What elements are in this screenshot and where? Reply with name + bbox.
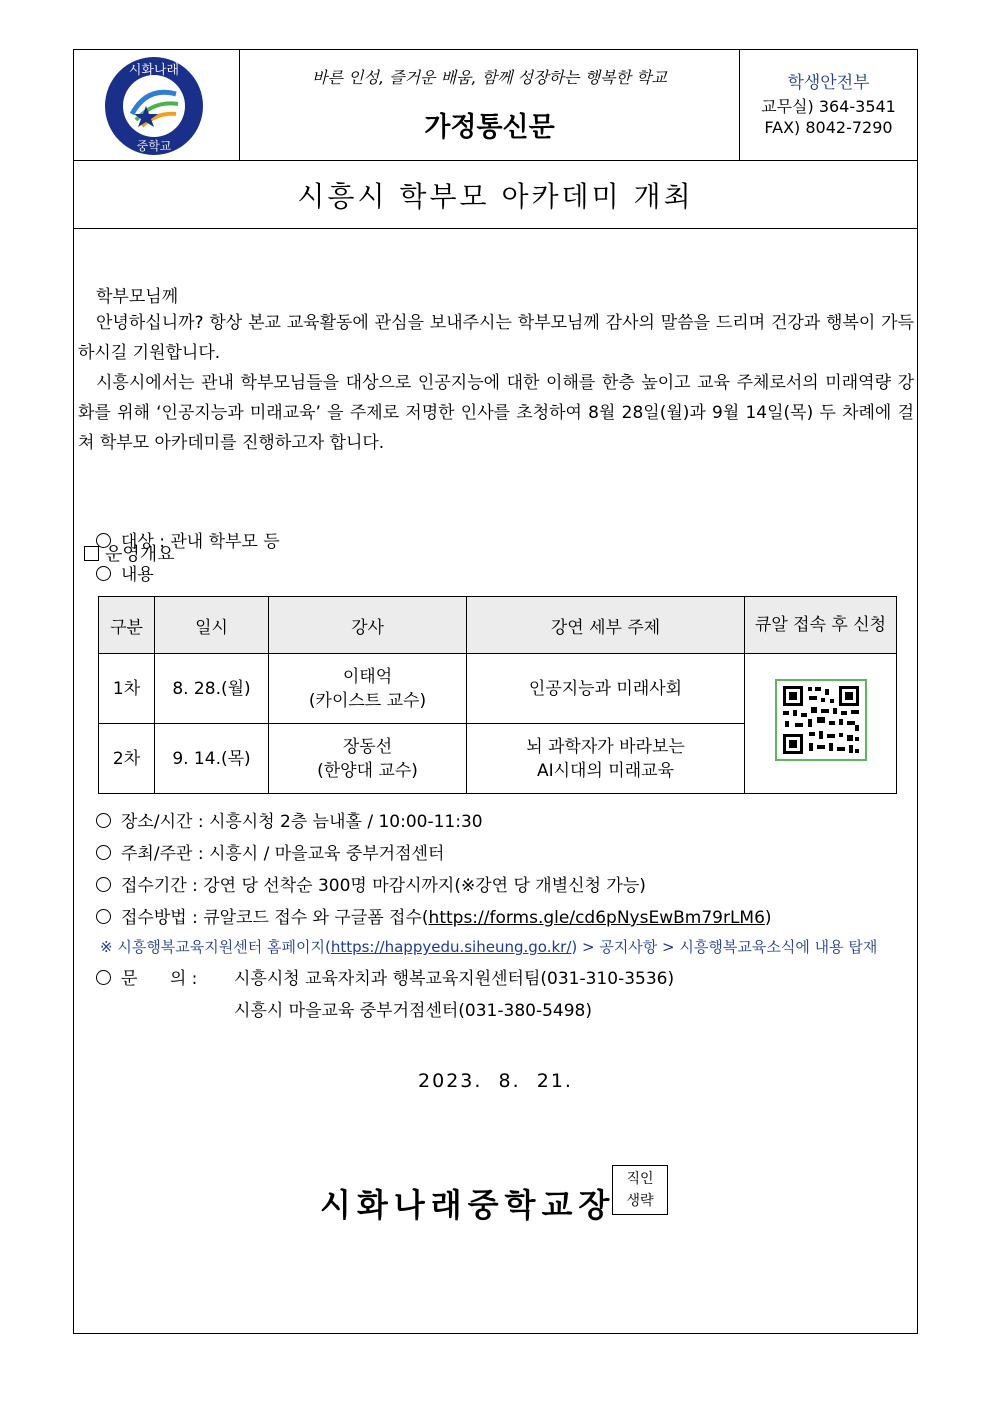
period-text: 접수기간 : 강연 당 선착순 300명 마감시까지(※강연 당 개별신청 가능) [121,876,646,896]
homepage-link[interactable]: https://happyedu.siheung.go.kr/ [330,938,572,956]
header-center [240,50,740,160]
department: 학생안전부 [787,73,870,93]
date-cell: 9. 14.(목) [155,724,269,794]
speaker-name: 장동선 [342,736,393,757]
content-label: 내용 [121,565,154,585]
circle-bullet-icon [96,566,111,581]
col-header: 구분 [99,597,155,654]
topic-line: 인공지능과 미래사회 [528,678,683,699]
speaker-name: 이태억 [342,666,393,687]
seal-line: 생략 [626,1193,654,1209]
school-motto: 바른 인성, 즐거운 배움, 함께 성장하는 행복한 학교 [312,68,667,87]
col-header: 강사 [269,597,467,654]
speaker-affiliation: (카이스트 교수) [308,690,427,711]
target-text: 대상 : 관내 학부모 등 [121,532,280,552]
homepage-note [100,936,877,957]
note-prefix: ※ 시흥행복교육지원센터 홈페이지( [100,938,331,956]
target-item [96,527,280,552]
inquiry-label: 문 의 : [121,969,198,989]
table-header-row [99,597,897,654]
topic-line: AI시대의 미래교육 [536,760,674,781]
header [74,50,917,161]
qr-code-icon[interactable] [775,679,867,761]
round-cell: 2차 [99,724,155,794]
section-title: 운영개요 [105,544,175,565]
logo-text-top: 시화나래 [128,63,180,78]
date-cell: 8. 28.(월) [155,654,269,724]
title-row [74,161,917,229]
document-frame [73,49,918,1334]
contact-info [740,50,917,160]
official-seal [612,1165,668,1215]
school-logo [102,56,206,156]
schedule-table [98,596,897,794]
circle-bullet-icon [96,877,111,892]
inquiry-line-1: 시흥시청 교육자치과 행복교육지원센터팀(031-310-3536) [234,969,675,989]
method-suffix: ) [764,908,772,928]
inquiry-item [96,964,197,989]
circle-bullet-icon [96,533,111,548]
col-header: 강연 세부 주제 [467,597,745,654]
col-header: 큐알 접속 후 신청 [745,597,897,654]
speaker-affiliation: (한양대 교수) [317,760,418,781]
office-phone: 교무실) 364-3541 [761,97,896,116]
page-title: 시흥시 학부모 아카데미 개최 [297,180,694,213]
host-text: 주최/주관 : 시흥시 / 마을교육 중부거점센터 [121,844,445,864]
logo-text-bottom: 중학교 [136,139,172,153]
fax-number: FAX) 8042-7290 [764,118,893,137]
table-row [99,654,897,724]
school-logo-cell [74,50,240,160]
topic-cell [467,654,745,724]
circle-bullet-icon [96,813,111,828]
circle-bullet-icon [96,970,111,985]
principal-signature: 시화나래중학교장 [320,1186,616,1224]
col-header: 일시 [155,597,269,654]
paragraph-2: 시흥시에서는 관내 학부모님들을 대상으로 인공지능에 대한 이해를 한층 높이고 교육 주체로서의 미래역량 강화를 위해 ‘인공지능과 미래교육’ 을 주제로 저명한 인사를 초청하여 8월 28일(월)과 9월 14일(목) 두 차례에 걸쳐 학부모 아카데미를 진행하고자 합니다. [78,373,914,453]
topic-cell [467,724,745,794]
paragraph-1: 안녕하십니까? 항상 본교 교육활동에 관심을 보내주시는 학부모님께 감사의 말씀을 드리며 건강과 행복이 가득하시길 기원합니다. [78,313,914,363]
doc-title: 가정통신문 [424,112,555,143]
speaker-cell [269,654,467,724]
host-item [96,839,444,864]
topic-line: 뇌 과학자가 바라보는 [526,736,685,757]
content-item [96,560,154,585]
period-item [96,871,646,896]
round-cell: 1차 [99,654,155,724]
google-form-link[interactable]: https://forms.gle/cd6pNysEwBm79rLM6 [428,908,765,928]
greeting: 학부모님께 [96,287,179,307]
inquiry-line-2: 시흥시 마을교육 중부거점센터(031-380-5498) [234,1001,592,1021]
qr-cell [745,654,897,794]
issue-date: 2023. 8. 21. [418,1070,573,1092]
speaker-cell [269,724,467,794]
circle-bullet-icon [96,845,111,860]
circle-bullet-icon [96,909,111,924]
method-text: 접수방법 : 큐알코드 접수 와 구글폼 접수( [121,908,429,928]
seal-line: 직인 [626,1171,654,1187]
note-suffix: ) > 공지사항 > 시흥행복교육소식에 내용 탑재 [571,938,878,956]
place-item [96,807,483,832]
method-item [96,903,772,928]
place-text: 장소/시간 : 시흥시청 2층 늠내홀 / 10:00-11:30 [121,812,483,832]
